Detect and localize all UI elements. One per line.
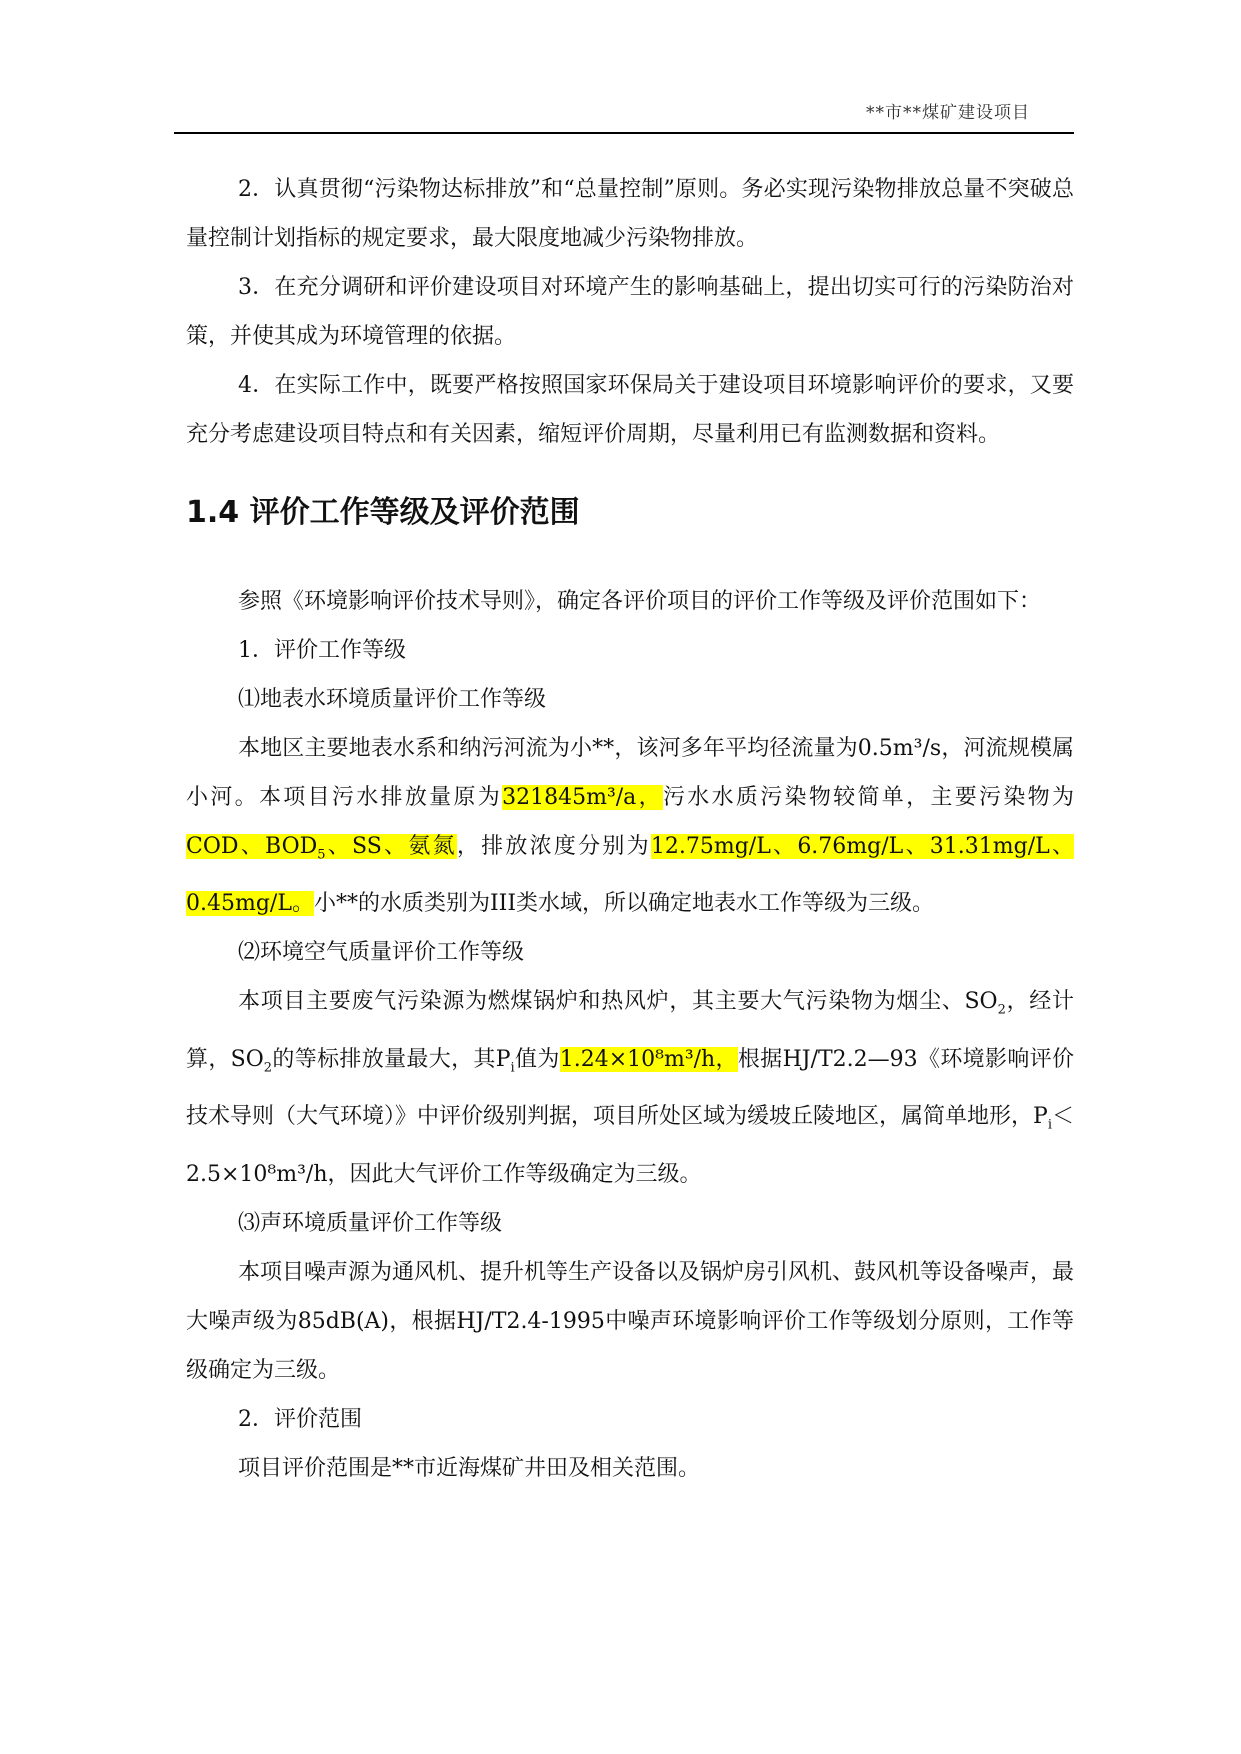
principle-2: 2．认真贯彻“污染物达标排放”和“总量控制”原则。务必实现污染物排放总量不突破总量控制计划指标的规定要求，最大限度地减少污染物排放。 (186, 177, 1074, 251)
pi-value-highlight: 1.24×10⁸m³/h， (559, 1046, 738, 1072)
water-text-4: 小**的水质类别为III类水域，所以确定地表水工作等级为三级。 (313, 891, 935, 917)
water-text-3: ，排放浓度分别为 (456, 834, 651, 859)
header-divider (174, 132, 1074, 134)
noise-paragraph: 本项目噪声源为通风机、提升机等生产设备以及锅炉房引风机、鼓风机等设备噪声，最大噪声级为85dB(A)，根据HJ/T2.4-1995中噪声环境影响评价工作等级划分原则，工作等级确定为三级。 (186, 1259, 1075, 1383)
water-text-1: 本地区主要地表水系和纳污河流为小**，该河多年平均径流量为0.5m³/s，河流规模属小河。本项目污水排放量原为 (186, 736, 1074, 810)
scope-heading: 2．评价范围 (238, 1406, 362, 1432)
air-paragraph: 本项目主要废气污染源为燃煤锅炉和热风炉，其主要大气污染物为烟尘、$SO_2$，经计算，$SO_2$的等标排放量最大，其$P_i$值为1.24×10⁸m³/h，根据HJ/T2.2—93《环境影响评价技术导则（大气环境）》中评价级别判据，项目所处区域为缓坡丘陵地区，属简单地形，$P_i<2.5\times 10^8m^3/h$，因此大气评价工作等级确定为三级。 (186, 989, 1074, 1187)
discharge-volume-highlight: 321845m³/a， (502, 785, 663, 810)
principle-4: 4．在实际工作中，既要严格按照国家环保局关于建设项目环境影响评价的要求，又要充分考虑建设项目特点和有关因素，缩短评价周期，尽量利用已有监测数据和资料。 (186, 373, 1074, 447)
water-heading: ⑴地表水环境质量评价工作等级 (238, 687, 547, 712)
section-heading: 1.4 评价工作等级及评价范围 (186, 495, 580, 530)
pollutants-highlight: COD、$BOD_5$、SS、氨氮 (186, 834, 457, 863)
water-paragraph (186, 724, 1074, 928)
scope-paragraph: 项目评价范围是**市近海煤矿井田及相关范围。 (238, 1455, 701, 1481)
noise-heading: ⑶声环境质量评价工作等级 (238, 1210, 503, 1236)
page-header-title: **市**煤矿建设项目 (866, 103, 1030, 123)
page-body (186, 165, 1074, 1493)
water-text-2: 污水水质污染物较简单，主要污染物为 (662, 785, 1074, 810)
air-heading: ⑵环境空气质量评价工作等级 (238, 940, 525, 966)
principle-3: 3．在充分调研和评价建设项目对环境产生的影响基础上，提出切实可行的污染防治对策，并使其成为环境管理的依据。 (186, 275, 1074, 349)
concentrations-highlight: 12.75mg/L、6.76mg/L、31.31mg/L、0.45mg/L。 (186, 834, 1074, 917)
grade-heading: 1．评价工作等级 (238, 638, 406, 663)
section-intro: 参照《环境影响评价技术导则》，确定各评价项目的评价工作等级及评价范围如下： (238, 589, 1042, 614)
